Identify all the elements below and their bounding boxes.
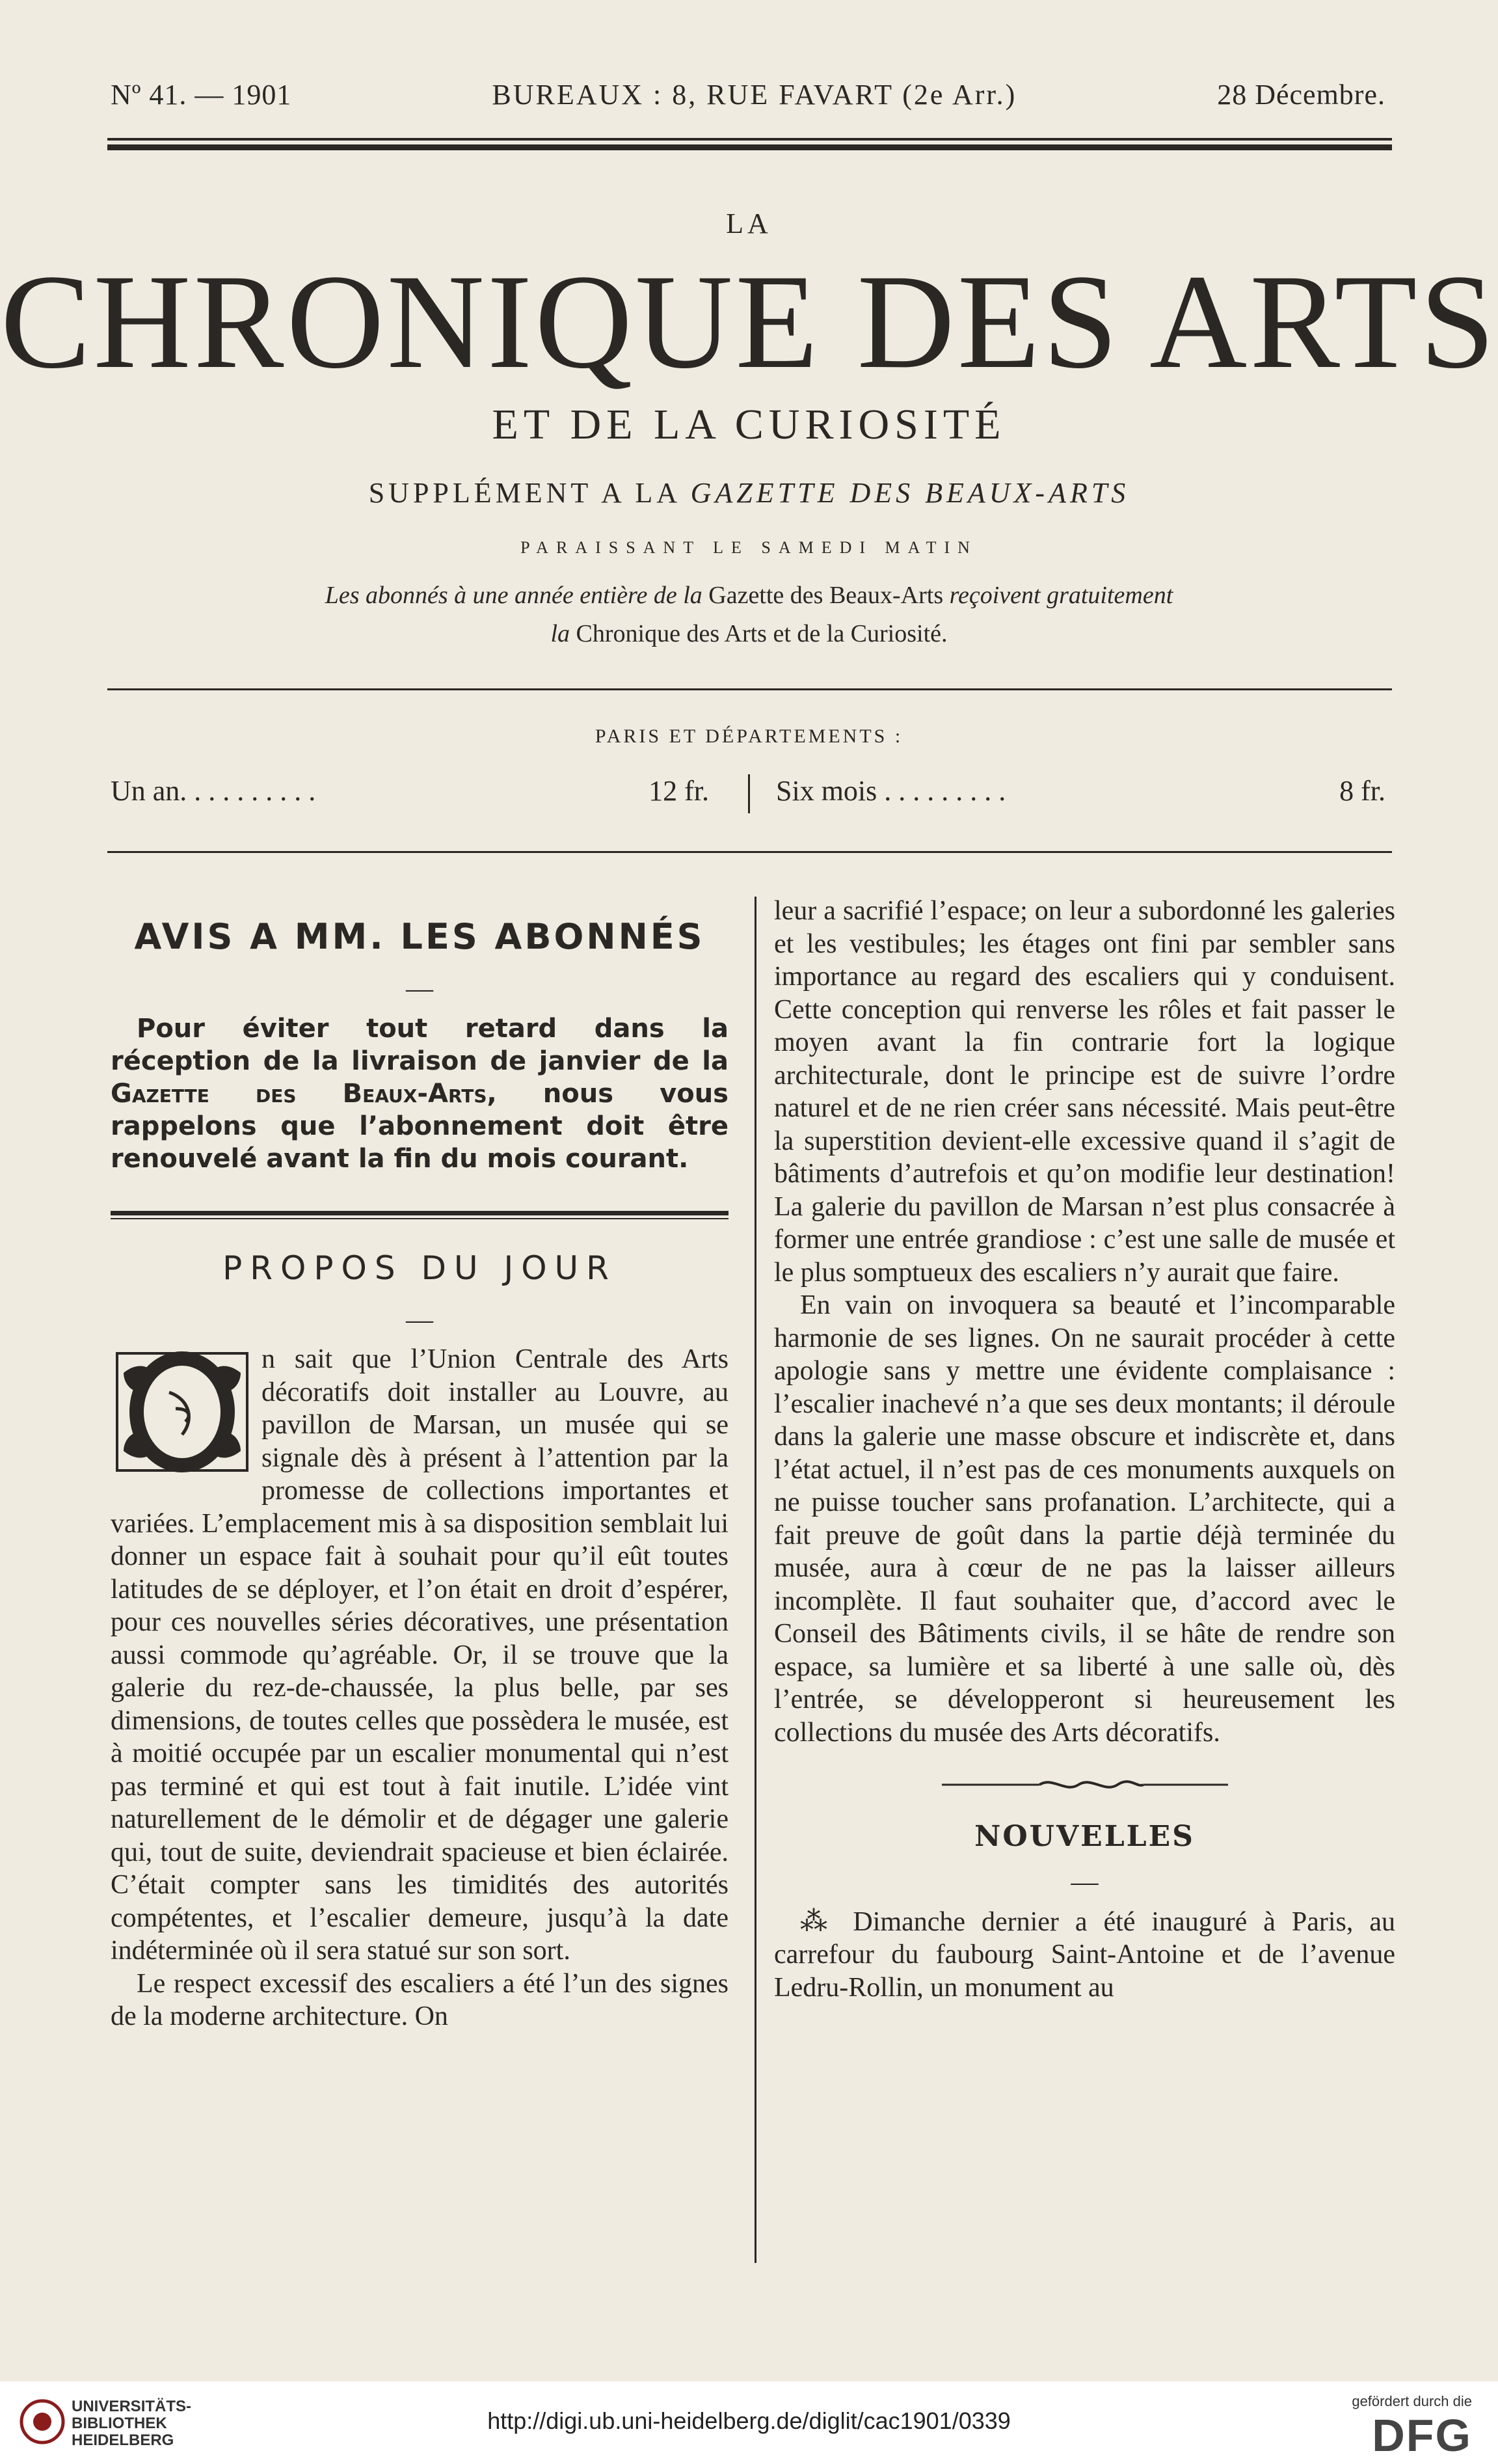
propos-paragraph-1-text: n sait que l’Union Centrale des Arts décoratifs doit installer au Louvre, au pavillon de Marsan, un musée qui se signale dès à présent à l’attention par la promesse de collections importantes et variées. L’emplacement mis à sa disposition semblait lui donner un espace fait à souhait pour qu’il eût toutes latitudes de se déployer, et l’on était en droit d’espérer, pour ces nouvelles séries décoratives, une présentation aussi commode qu’agréable. Or, il se trouve que la galerie du rez-de-chaussée, la plus belle, par ses dimensions, de toutes celles que possèdera le musée, est à moitié occupée par un escalier monumental qui n’est pas terminé et qui est tout à fait inutile. L’idée vint naturellement de le démolir et de dégager une galerie qui, tout de suite, deviendrait spacieuse et bien éclairée. C’était compter sans les timidités des autorités compétentes, et l’escalier demeure, jusqu’à la date indéterminée où il sera statué sur son sort. <box>111 1344 729 1966</box>
issue-number: Nº 41. — 1901 <box>111 79 292 111</box>
funding-note: gefördert durch die <box>1352 2393 1472 2409</box>
masthead-title: CHRONIQUE DES ARTS <box>0 247 1498 396</box>
university-line-2: BIBLIOTHEK <box>72 2415 167 2432</box>
subscription-heading: PARIS ET DÉPARTEMENTS : <box>595 725 903 747</box>
masthead-rule <box>107 688 1392 690</box>
masthead-subtitle: ET DE LA CURIOSITÉ <box>492 401 1006 448</box>
subscription-rule <box>107 851 1392 853</box>
issue-date: 28 Décembre. <box>1217 79 1385 111</box>
propos-paragraph-1 <box>111 1343 729 1968</box>
propos-paragraph-4: En vain on invoquera sa beauté et l’incomparable harmonie de ses lignes. On ne saurait procéder à cette apologie sans y mettre une évidente complaisance : l’escalier inachevé n’a que ses deux montants; il déroule dans la galerie une masse obscure et indiscrète et, dans l’état actuel, il n’est pas de ces monuments auxquels on ne puisse toucher sans profanation. L’architecte, qui a fait preuve de goût dans la partie déjà terminée du musée, aura à cœur de ne pas la laisser ailleurs incomplète. Il faut souhaiter que, d’accord avec le Conseil des Bâtiments civils, il se hâte de rendre son espace, sa lumière et sa liberté à une salle où, dès l’entrée, se développeront si heureusement les collections du musée des Arts décoratifs. <box>774 1290 1395 1748</box>
header-rule-top <box>107 138 1392 141</box>
left-column <box>111 895 729 2033</box>
abonnes-text-e: Chronique des Arts et de la Curiosité. <box>576 620 948 647</box>
annual-subscription <box>111 774 748 813</box>
nouvelles-paragraph-1: ⁂ Dimanche dernier a été inauguré à Paris, au carrefour du faubourg Saint-Antoine et de l’avenue Ledru-Rollin, un monument au <box>774 1906 1395 2003</box>
abonnes-text-b: Gazette des Beaux-Arts <box>708 582 944 609</box>
digitization-footer <box>0 2381 1498 2464</box>
avis-body-a: Pour éviter tout retard dans la réception de la livraison de janvier de la <box>111 1013 729 1076</box>
header-rule-thick <box>107 144 1392 150</box>
avis-body <box>111 1012 729 1175</box>
half-year-price: 8 fr. <box>1339 775 1385 807</box>
abonnes-line-2 <box>0 619 1498 648</box>
ornamental-o-dropcap-icon <box>111 1347 254 1477</box>
dfg-logo: DFG <box>1372 2410 1472 2461</box>
university-line-1: UNIVERSITÄTS- <box>72 2398 192 2415</box>
avis-dash: — <box>406 974 433 1004</box>
ornament-divider-icon <box>935 1775 1235 1794</box>
propos-paragraph-3: leur a sacrifié l’espace; on leur a subordonné les galeries et les vestibules; les étages ont fini par sembler sans importance au regard des escaliers qui y conduisent. Cette conception qui renverse les rôles et fait passer le moyen avant la fin contrarie fort la logique architecturale, dont le principe est de suivre l’ordre naturel et de ne rien créer sans nécessité. Mais peut-être la superstition devient-elle excessive quand il s’agit de bâtiments d’autrefois et qu’on modifie leur destination! La galerie du pavillon de Marsan n’est plus consacrée à former une entrée grandiose : c’est une salle de musée et le plus somptueux des escaliers n’y aurait que faire. <box>774 896 1395 1288</box>
abonnes-text-c: reçoivent gratuitement <box>949 582 1173 609</box>
propos-title: PROPOS DU JOUR <box>222 1249 617 1287</box>
abonnes-line-1 <box>0 581 1498 610</box>
avis-body-b: , nous vous rappelons que l’abonnement doit être renouvelé avant la fin du mois courant. <box>111 1078 729 1174</box>
column-separator <box>755 897 756 2263</box>
masthead-la: LA <box>726 208 772 239</box>
half-year-label: Six mois . . . . . . . . . <box>776 775 1006 807</box>
half-year-subscription <box>748 774 1385 813</box>
nouvelles-dash: — <box>1071 1867 1099 1897</box>
annual-price: 12 fr. <box>649 775 709 807</box>
avis-rule-thick <box>111 1211 729 1215</box>
bureaux-address: BUREAUX : 8, RUE FAVART (2e Arr.) <box>492 79 1017 111</box>
abonnes-text-d: la <box>550 620 570 647</box>
avis-title: AVIS A MM. LES ABONNÉS <box>134 916 705 957</box>
subscription-prices <box>111 774 1385 813</box>
supplement-prefix: SUPPLÉMENT A LA <box>368 477 680 509</box>
abonnes-text-a: Les abonnés à une année entière de la <box>325 582 702 609</box>
propos-dash: — <box>406 1305 433 1335</box>
avis-rule-thin <box>111 1218 729 1219</box>
avis-body-gazette: Gazette des Beaux-Arts <box>111 1078 487 1109</box>
permalink-url[interactable]: http://digi.ub.uni-heidelberg.de/diglit/cac1901/0339 <box>487 2407 1011 2434</box>
supplement-gazette: GAZETTE DES BEAUX-ARTS <box>690 477 1130 509</box>
university-line-3: HEIDELBERG <box>72 2431 174 2449</box>
supplement-line <box>0 476 1498 509</box>
annual-label: Un an. . . . . . . . . . <box>111 775 316 807</box>
propos-paragraph-2: Le respect excessif des escaliers a été l’un des signes de la moderne architecture. On <box>111 1968 729 2031</box>
nouvelles-title: NOUVELLES <box>974 1820 1195 1853</box>
issue-header <box>111 78 1385 111</box>
paraissant-line: PARAISSANT LE SAMEDI MATIN <box>520 538 978 557</box>
right-column <box>774 895 1395 2004</box>
